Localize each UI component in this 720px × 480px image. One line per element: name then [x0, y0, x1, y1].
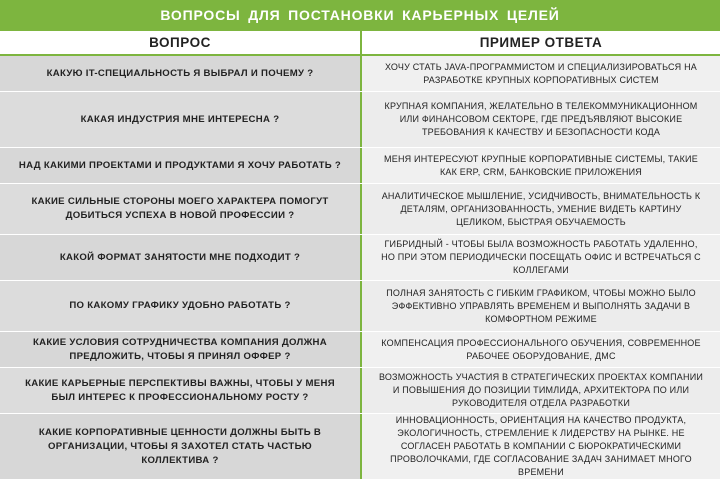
- table-row: [0, 235, 720, 281]
- question-cell: КАКУЮ IT-СПЕЦИАЛЬНОСТЬ Я ВЫБРАЛ И ПОЧЕМУ ?: [0, 56, 360, 91]
- table-row: [0, 332, 720, 368]
- table-row: [0, 281, 720, 332]
- answer-cell: МЕНЯ ИНТЕРЕСУЮТ КРУПНЫЕ КОРПОРАТИВНЫЕ СИСТЕМЫ, ТАКИЕ КАК ERP, CRM, БАНКОВСКИЕ ПРИЛОЖЕНИЯ: [360, 148, 720, 183]
- table-title: ВОПРОСЫ ДЛЯ ПОСТАНОВКИ КАРЬЕРНЫХ ЦЕЛЕЙ: [0, 0, 720, 31]
- answer-cell: ИННОВАЦИОННОСТЬ, ОРИЕНТАЦИЯ НА КАЧЕСТВО ПРОДУКТА, ЭКОЛОГИЧНОСТЬ, СТРЕМЛЕНИЕ К ЛИДЕРСТВУ НА РЫНКЕ. НЕ СОГЛАСЕН РАБОТАТЬ В КОМПАНИИ С БЮРОКРАТИЧЕСКИМИ ПРОВОЛОЧКАМИ, ГДЕ СОГЛАСОВАНИЕ ЗАДАЧ ЗАНИМАЕТ МНОГО ВРЕМЕНИ: [360, 414, 720, 479]
- table-header: [0, 31, 720, 56]
- table-row: [0, 92, 720, 148]
- question-cell: КАКОЙ ФОРМАТ ЗАНЯТОСТИ МНЕ ПОДХОДИТ ?: [0, 235, 360, 280]
- table-body: [0, 56, 720, 480]
- answer-cell: КОМПЕНСАЦИЯ ПРОФЕССИОНАЛЬНОГО ОБУЧЕНИЯ, СОВРЕМЕННОЕ РАБОЧЕЕ ОБОРУДОВАНИЕ, ДМС: [360, 332, 720, 367]
- question-cell: КАКИЕ КАРЬЕРНЫЕ ПЕРСПЕКТИВЫ ВАЖНЫ, ЧТОБЫ У МЕНЯ БЫЛ ИНТЕРЕС К ПРОФЕССИОНАЛЬНОМУ РОСТУ ?: [0, 368, 360, 413]
- answer-cell: КРУПНАЯ КОМПАНИЯ, ЖЕЛАТЕЛЬНО В ТЕЛЕКОММУНИКАЦИОННОМ ИЛИ ФИНАНСОВОМ СЕКТОРЕ, ГДЕ ПРЕДЪЯВЛЯЮТ ВЫСОКИЕ ТРЕБОВАНИЯ К КАЧЕСТВУ И БЕЗОПАСНОСТИ КОДА: [360, 92, 720, 147]
- table-row: [0, 414, 720, 480]
- question-cell: КАКАЯ ИНДУСТРИЯ МНЕ ИНТЕРЕСНА ?: [0, 92, 360, 147]
- answer-cell: АНАЛИТИЧЕСКОЕ МЫШЛЕНИЕ, УСИДЧИВОСТЬ, ВНИМАТЕЛЬНОСТЬ К ДЕТАЛЯМ, ОРГАНИЗОВАННОСТЬ, УМЕНИЕ ВИДЕТЬ КАРТИНУ ЦЕЛИКОМ, БЫСТРАЯ ОБУЧАЕМОСТЬ: [360, 184, 720, 234]
- answer-cell: ВОЗМОЖНОСТЬ УЧАСТИЯ В СТРАТЕГИЧЕСКИХ ПРОЕКТАХ КОМПАНИИ И ПОВЫШЕНИЯ ДО ПОЗИЦИИ ТИМЛИДА, АРХИТЕКТОРА ПО ИЛИ РУКОВОДИТЕЛЯ ОТДЕЛА РАЗРАБОТКИ: [360, 368, 720, 413]
- question-cell: КАКИЕ КОРПОРАТИВНЫЕ ЦЕННОСТИ ДОЛЖНЫ БЫТЬ В ОРГАНИЗАЦИИ, ЧТОБЫ Я ЗАХОТЕЛ СТАТЬ ЧАСТЬЮ КОЛЛЕКТИВА ?: [0, 414, 360, 479]
- question-cell: КАКИЕ УСЛОВИЯ СОТРУДНИЧЕСТВА КОМПАНИЯ ДОЛЖНА ПРЕДЛОЖИТЬ, ЧТОБЫ Я ПРИНЯЛ ОФФЕР ?: [0, 332, 360, 367]
- question-cell: КАКИЕ СИЛЬНЫЕ СТОРОНЫ МОЕГО ХАРАКТЕРА ПОМОГУТ ДОБИТЬСЯ УСПЕХА В НОВОЙ ПРОФЕССИИ ?: [0, 184, 360, 234]
- table-row: [0, 184, 720, 235]
- table-row: [0, 368, 720, 414]
- header-answer: ПРИМЕР ОТВЕТА: [360, 31, 720, 54]
- question-cell: НАД КАКИМИ ПРОЕКТАМИ И ПРОДУКТАМИ Я ХОЧУ РАБОТАТЬ ?: [0, 148, 360, 183]
- table-row: [0, 56, 720, 92]
- header-question: ВОПРОС: [149, 34, 211, 50]
- question-cell: ПО КАКОМУ ГРАФИКУ УДОБНО РАБОТАТЬ ?: [0, 281, 360, 331]
- answer-cell: ГИБРИДНЫЙ - ЧТОБЫ БЫЛА ВОЗМОЖНОСТЬ РАБОТАТЬ УДАЛЕННО, НО ПРИ ЭТОМ ПЕРИОДИЧЕСКИ ПОСЕЩАТЬ ОФИС И ВСТРЕЧАТЬСЯ С КОЛЛЕГАМИ: [360, 235, 720, 280]
- table-row: [0, 148, 720, 184]
- answer-cell: ПОЛНАЯ ЗАНЯТОСТЬ С ГИБКИМ ГРАФИКОМ, ЧТОБЫ МОЖНО БЫЛО ЭФФЕКТИВНО УПРАВЛЯТЬ ВРЕМЕНЕМ И ВЫПОЛНЯТЬ ЗАДАЧИ В КОМФОРТНОМ РЕЖИМЕ: [360, 281, 720, 331]
- answer-cell: ХОЧУ СТАТЬ JAVA-ПРОГРАММИСТОМ И СПЕЦИАЛИЗИРОВАТЬСЯ НА РАЗРАБОТКЕ КРУПНЫХ КОРПОРАТИВНЫХ СИСТЕМ: [360, 56, 720, 91]
